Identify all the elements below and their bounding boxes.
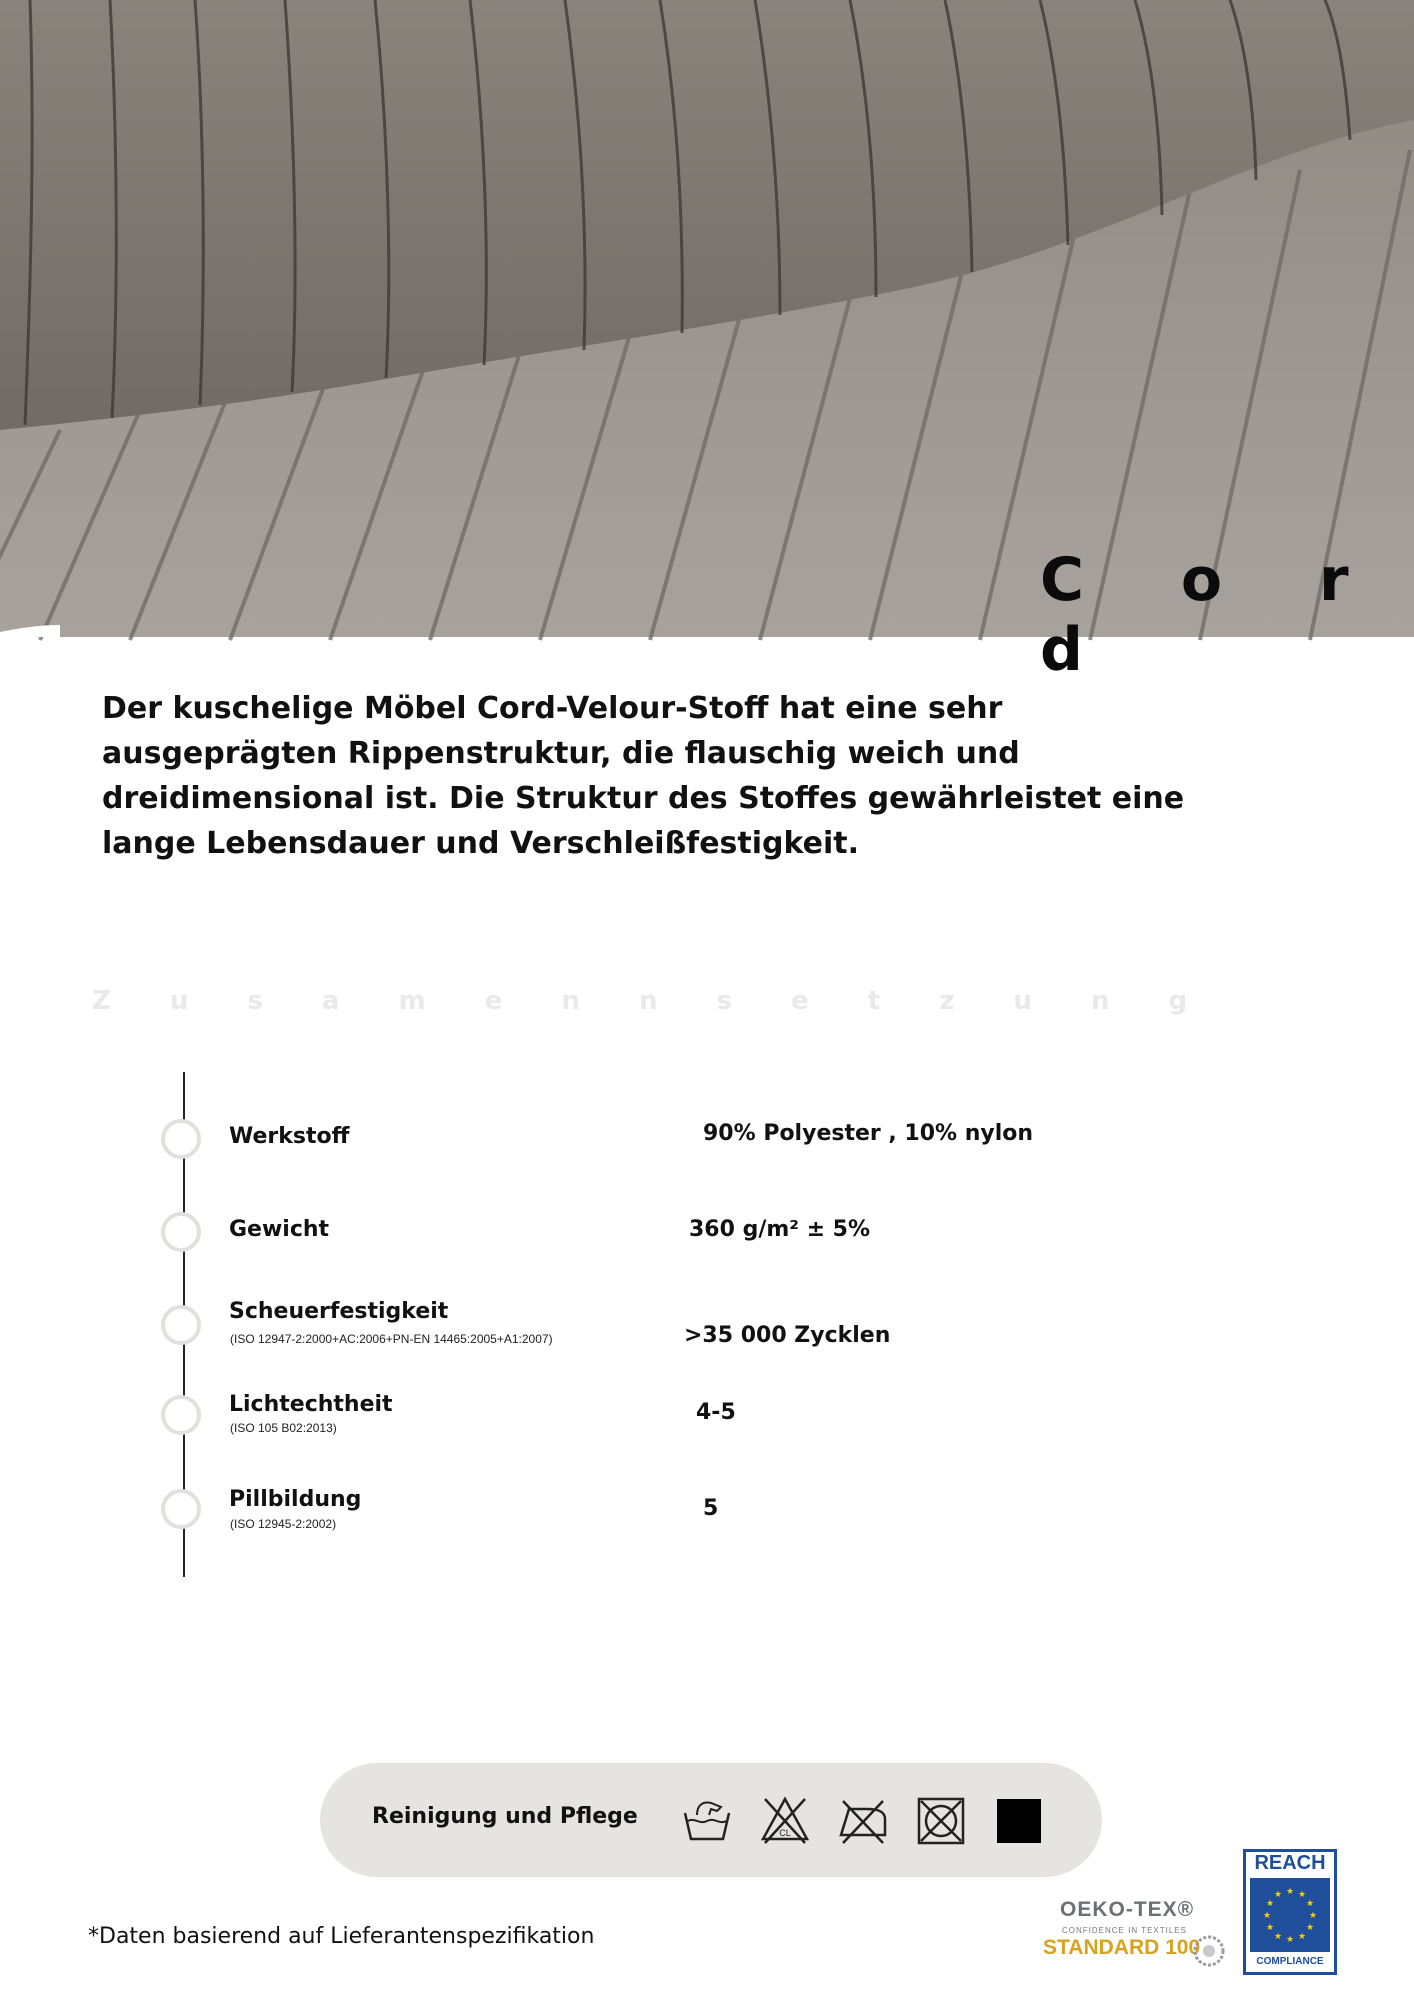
spec-label-lichtechtheit: Lichtechtheit [229, 1392, 393, 1417]
timeline-node [161, 1489, 201, 1529]
section-label-composition: Z u s a m e n n s e t z u n g [92, 986, 1213, 1016]
spec-label-werkstoff: Werkstoff [229, 1124, 350, 1149]
svg-text:★: ★ [1273, 1932, 1283, 1942]
oeko-tex-logo [1040, 1898, 1230, 1968]
bleach-mark-text: CL [779, 1828, 791, 1838]
spec-label-gewicht: Gewicht [229, 1217, 330, 1242]
timeline-node [161, 1212, 201, 1252]
spec-value-gewicht: 360 g/m² ± 5% [689, 1217, 871, 1242]
no-tumble-dry-icon [915, 1795, 967, 1847]
oeko-tex-title: OEKO-TEX® [1060, 1898, 1195, 1921]
spec-note-lichtechtheit: (ISO 105 B02:2013) [230, 1421, 337, 1435]
care-label: Reinigung und Pflege [372, 1804, 638, 1829]
spec-value-lichtechtheit: 4-5 [696, 1400, 736, 1425]
oeko-tex-subtitle: CONFIDENCE IN TEXTILES [1062, 1926, 1187, 1935]
reach-compliance: COMPLIANCE [1256, 1956, 1324, 1967]
svg-text:★: ★ [1305, 1899, 1315, 1909]
timeline-node [161, 1305, 201, 1345]
no-ironing-icon [837, 1795, 889, 1847]
square-symbol-icon [993, 1795, 1045, 1847]
care-bar [320, 1763, 1102, 1877]
svg-text:★: ★ [1273, 1890, 1283, 1900]
svg-text:★: ★ [1297, 1932, 1307, 1942]
oeko-tex-seal-icon [1192, 1934, 1226, 1968]
svg-text:★: ★ [1308, 1911, 1318, 1921]
svg-text:★: ★ [1285, 1935, 1295, 1945]
spec-label-pillbildung: Pillbildung [229, 1487, 362, 1512]
spec-note-pillbildung: (ISO 12945-2:2002) [230, 1517, 337, 1531]
spec-value-werkstoff: 90% Polyester , 10% nylon [703, 1121, 1034, 1146]
hand-wash-icon [681, 1795, 733, 1847]
spec-label-scheuerfestigkeit: Scheuerfestigkeit [229, 1299, 449, 1324]
svg-text:★: ★ [1305, 1923, 1315, 1933]
product-title: C o r d [1040, 545, 1387, 685]
reach-title: REACH [1254, 1852, 1326, 1874]
product-description: Der kuschelige Möbel Cord-Velour-Stoff hat eine sehr ausgeprägten Rippenstruktur, die flauschig weich und dreidimensional ist. Die Struktur des Stoffes gewährleistet eine lange Lebensdauer und Verschleißfestigkeit. [102, 691, 1185, 861]
svg-text:★: ★ [1297, 1890, 1307, 1900]
spec-value-scheuerfestigkeit: >35 000 Zycklen [684, 1323, 891, 1348]
oeko-tex-standard: STANDARD 100 [1043, 1936, 1201, 1959]
corduroy-fabric-illustration [0, 0, 1414, 637]
no-bleach-icon [759, 1795, 811, 1847]
footnote: *Daten basierend auf Lieferantenspezifikation [88, 1924, 595, 1949]
reach-logo [1243, 1849, 1337, 1975]
spec-value-pillbildung: 5 [703, 1496, 719, 1521]
svg-text:★: ★ [1265, 1899, 1275, 1909]
svg-text:★: ★ [1265, 1923, 1275, 1933]
hero-fabric-image [0, 0, 1414, 685]
timeline-node [161, 1119, 201, 1159]
eu-flag-icon [1250, 1878, 1330, 1952]
svg-text:★: ★ [1285, 1887, 1295, 1897]
timeline-node [161, 1395, 201, 1435]
svg-text:★: ★ [1262, 1911, 1272, 1921]
spec-note-scheuerfestigkeit: (ISO 12947-2:2000+AC:2006+PN-EN 14465:2005+A1:2007) [230, 1332, 553, 1346]
